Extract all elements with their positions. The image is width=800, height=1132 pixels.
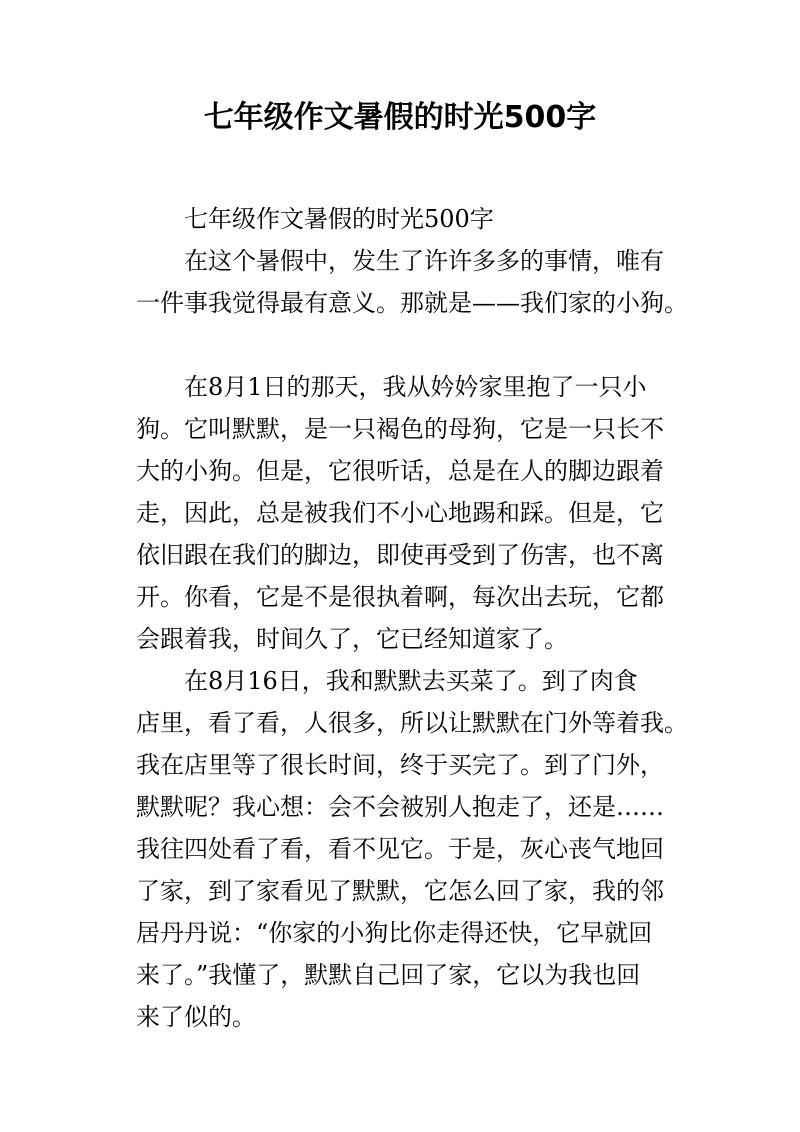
document-title: 七年级作文暑假的时光500字 — [203, 100, 597, 135]
paragraph-line: 狗。它叫默默，是一只褐色的母狗，它是一只长不 — [136, 415, 664, 443]
document-subtitle: 七年级作文暑假的时光500字 — [184, 205, 494, 233]
paragraph-line: 我在店里等了很长时间，终于买完了。到了门外， — [136, 751, 664, 779]
paragraph-line: 走，因此，总是被我们不小心地踢和踩。但是，它 — [136, 499, 664, 527]
paragraph-line: 居丹丹说：“你家的小狗比你走得还快，它早就回 — [136, 919, 653, 947]
paragraph-line: 店里，看了看，人很多，所以让默默在门外等着我。 — [136, 709, 688, 737]
paragraph-line: 开。你看，它是不是很执着啊，每次出去玩，它都 — [136, 583, 664, 611]
paragraph-line: 在8月16日，我和默默去买菜了。到了肉食 — [184, 667, 638, 695]
paragraph-line: 在8月1日的那天，我从妗妗家里抱了一只小 — [184, 373, 647, 401]
paragraph-1 — [136, 240, 688, 324]
paragraph-line: 一件事我觉得最有意义。那就是——我们家的小狗。 — [136, 289, 688, 317]
paragraph-2 — [136, 366, 676, 660]
paragraph-spacer — [136, 324, 676, 366]
paragraph-line: 我往四处看了看，看不见它。于是，灰心丧气地回 — [136, 835, 664, 863]
paragraph-line: 大的小狗。但是，它很听话，总是在人的脚边跟着 — [136, 457, 664, 485]
paragraph-line: 来了似的。 — [136, 1003, 256, 1031]
paragraph-line: 会跟着我，时间久了，它已经知道家了。 — [136, 625, 568, 653]
document-body — [136, 198, 688, 1038]
paragraph-line: 了家，到了家看见了默默，它怎么回了家，我的邻 — [136, 877, 664, 905]
paragraph-line: 默默呢？我心想：会不会被别人抱走了，还是…… — [136, 793, 664, 821]
paragraph-line: 在这个暑假中，发生了许许多多的事情，唯有 — [184, 247, 664, 275]
paragraph-3 — [136, 660, 688, 1038]
paragraph-line: 来了。”我懂了，默默自己回了家，它以为我也回 — [136, 961, 641, 989]
paragraph-line: 依旧跟在我们的脚边，即使再受到了伤害，也不离 — [136, 541, 664, 569]
